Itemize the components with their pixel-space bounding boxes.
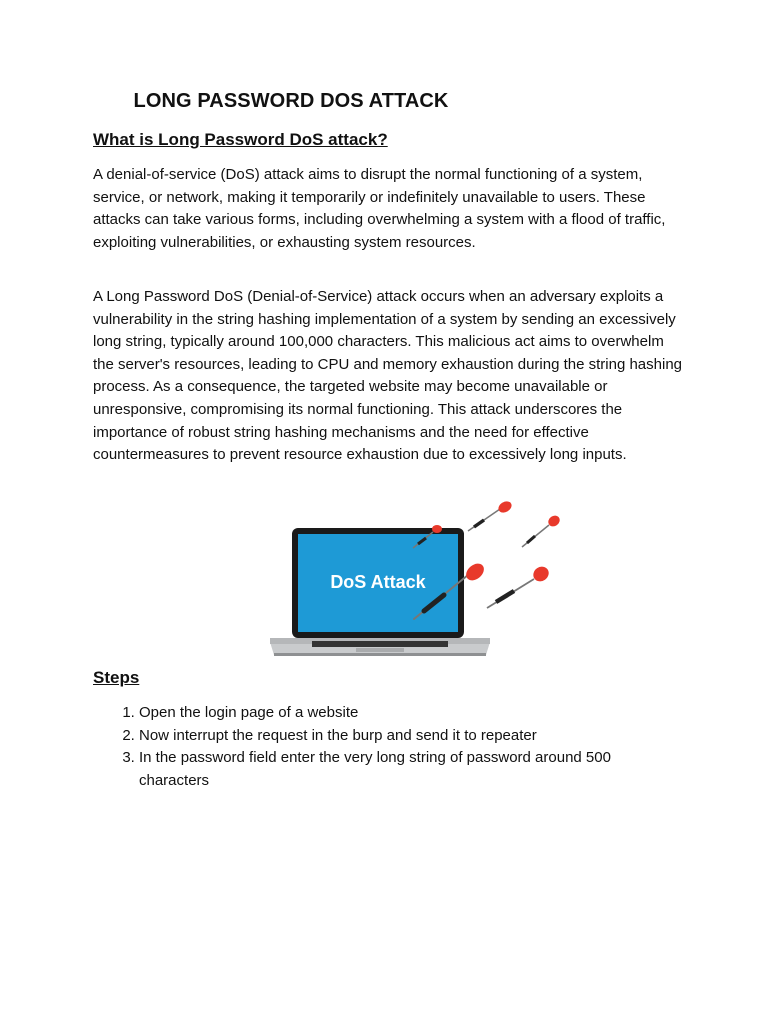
section-heading: What is Long Password DoS attack? xyxy=(93,130,388,149)
dart-icon xyxy=(468,499,514,531)
paragraph: A Long Password DoS (Denial-of-Service) attack occurs when an adversary exploits a vulnerability in the string hashing implementation of a system by sending an excessively long string, typically around 100,000 characters. This malicious act aims to overwhelm the server's resources, leading to CPU and memory exhaustion during the string hashing process. As a consequence, the targeted website may become unavailable or unresponsive, compromising its normal functioning. This attack underscores the importance of robust string hashing mechanisms and the need for effective countermeasures to prevent resource exhaustion due to excessively long inputs. xyxy=(93,288,683,464)
screen-text: DoS Attack xyxy=(330,572,426,592)
dart-icon xyxy=(487,564,552,608)
list-item: 3. In the password field enter the very long string of password around 500 characters xyxy=(139,747,684,792)
list-item: 1. Open the login page of a website xyxy=(139,702,684,725)
steps-heading: Steps xyxy=(93,668,140,687)
paragraph: A denial-of-service (DoS) attack aims to disrupt the normal functioning of a system, service, or network, making it temporarily or indefinitely unavailable to users. These attacks can take various forms, including overwhelming a system with a flood of traffic, exploiting vulnerabilities, or exhausting system resources. xyxy=(93,166,666,251)
dos-attack-illustration xyxy=(268,495,568,670)
laptop-icon xyxy=(270,528,490,656)
steps-list xyxy=(93,702,684,792)
dart-icon xyxy=(522,513,562,547)
list-item: 2. Now interrupt the request in the burp and send it to repeater xyxy=(139,725,684,748)
document-title: LONG PASSWORD DOS ATTACK xyxy=(133,90,449,112)
